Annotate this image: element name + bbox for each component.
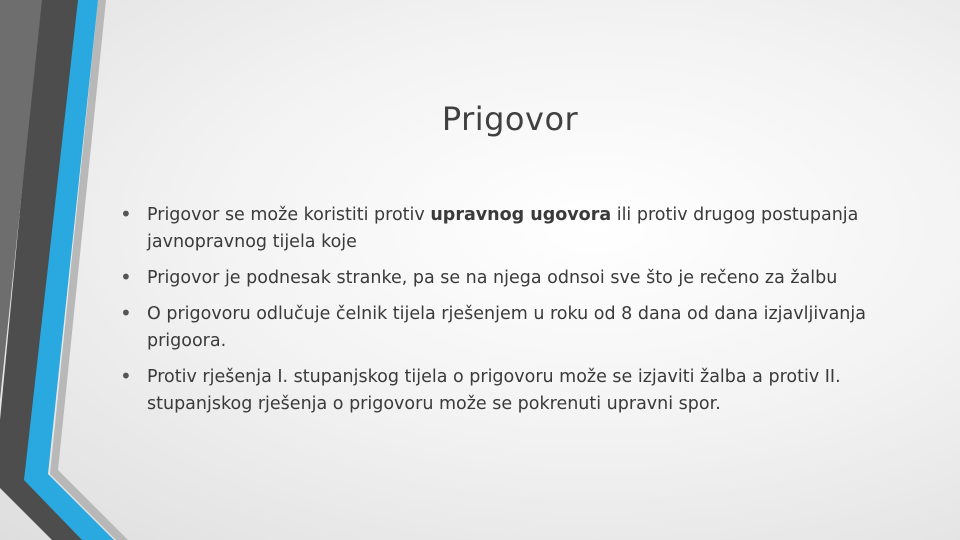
bullet-list [120,202,900,427]
bullet-text: Protiv rješenja I. stupanjskog tijela o prigovoru može se izjaviti žalba a protiv II. stupanjskog rješenja o prigovoru može se pokrenuti upravni spor. [147,367,841,414]
bullet-text: Prigovor je podnesak stranke, pa se na njega odnsoi sve što je rečeno za žalbu [147,268,838,288]
slide-title: Prigovor [441,100,579,138]
bullet-item [120,301,900,355]
bullet-glyph: • [120,301,132,325]
bullet-item [120,265,900,292]
bullet-text-post: ili protiv drugog postupanja javnopravnog tijela koje [147,205,859,252]
bullet-glyph: • [120,265,132,289]
bullet-glyph: • [120,364,132,388]
bullet-glyph: • [120,202,132,226]
bullet-item [120,202,900,256]
bullet-text: O prigovoru odlučuje čelnik tijela rješenjem u roku od 8 dana od dana izjavljivanja prigoora. [147,304,866,351]
bullet-text-bold: upravnog ugovora [430,205,612,225]
bullet-text-pre: Prigovor se može koristiti protiv [147,205,431,225]
bullet-item [120,364,900,418]
